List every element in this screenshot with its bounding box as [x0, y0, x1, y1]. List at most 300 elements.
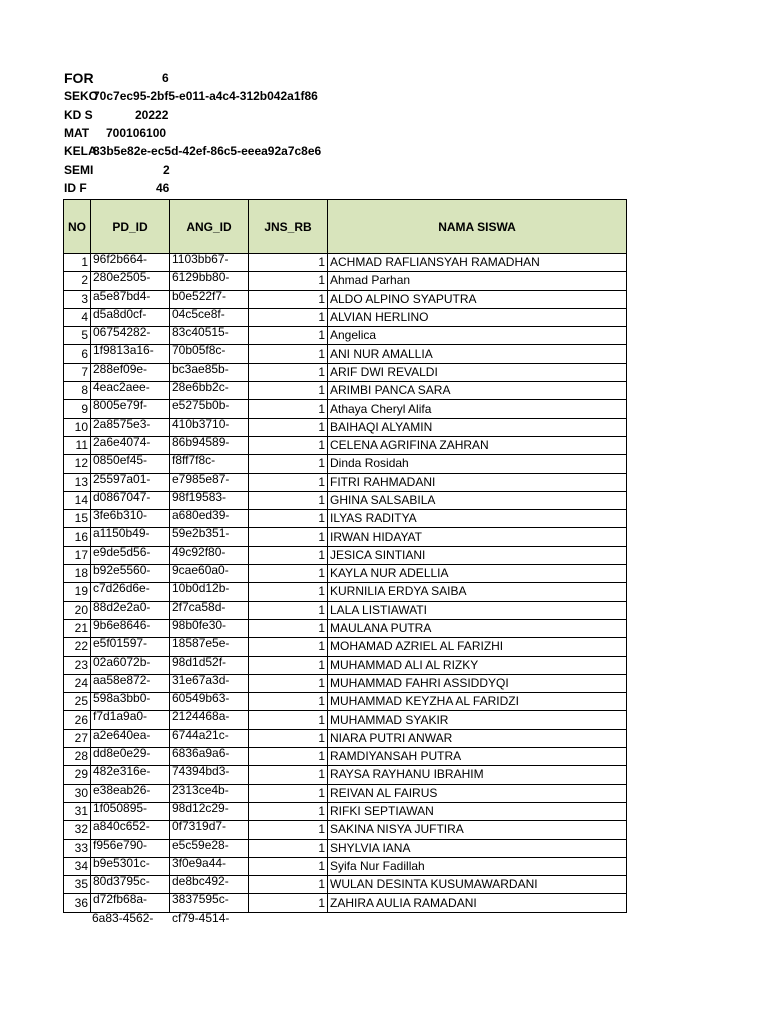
cell-ang-id-text: 04c5ce8f-	[172, 306, 225, 321]
mat-label: MAT	[64, 126, 90, 140]
cell-no: 18	[64, 565, 91, 583]
cell-ang-id-text: 28e6bb2c-	[172, 380, 229, 395]
cell-pd-id	[91, 857, 170, 875]
cell-ang-id	[170, 839, 249, 857]
cell-jns-rb: 1	[249, 345, 328, 363]
form-value: 6	[162, 71, 169, 85]
cell-nama-siswa: RAMDIYANSAH PUTRA	[328, 748, 627, 766]
cell-jns-rb: 1	[249, 729, 328, 747]
cell-jns-rb: 1	[249, 510, 328, 528]
cell-ang-id-text: 83c40515-	[172, 325, 229, 340]
cell-pd-id-text: 2a8575e3-	[93, 416, 151, 431]
cell-nama-siswa: MUHAMMAD KEYZHA AL FARIDZI	[328, 693, 627, 711]
cell-ang-id	[170, 784, 249, 802]
table-row	[64, 711, 627, 729]
cell-ang-id-text: 3837595c-	[172, 892, 229, 907]
cell-pd-id	[91, 821, 170, 839]
cell-jns-rb: 1	[249, 565, 328, 583]
cell-no: 3	[64, 290, 91, 308]
cell-pd-id	[91, 839, 170, 857]
cell-pd-id	[91, 254, 170, 272]
kd-value: 20222	[135, 108, 169, 122]
col-header-ang-id: ANG_ID	[170, 200, 249, 254]
cell-pd-id	[91, 455, 170, 473]
table-row	[64, 565, 627, 583]
cell-ang-id	[170, 254, 249, 272]
table-row	[64, 656, 627, 674]
cell-nama-siswa: SAKINA NISYA JUFTIRA	[328, 821, 627, 839]
table-row	[64, 821, 627, 839]
cell-jns-rb: 1	[249, 802, 328, 820]
cell-nama-siswa: Dinda Rosidah	[328, 455, 627, 473]
table-row	[64, 491, 627, 509]
cell-ang-id	[170, 345, 249, 363]
cell-jns-rb: 1	[249, 766, 328, 784]
cell-ang-id	[170, 546, 249, 564]
cell-ang-id-text: 3f0e9a44-	[172, 855, 227, 870]
cell-pd-id	[91, 382, 170, 400]
cell-pd-id-text: a2e640ea-	[93, 727, 151, 742]
cell-pd-id	[91, 583, 170, 601]
cell-pd-id	[91, 400, 170, 418]
cell-jns-rb: 1	[249, 619, 328, 637]
table-row	[64, 254, 627, 272]
cell-ang-id	[170, 857, 249, 875]
cell-nama-siswa: ALVIAN HERLINO	[328, 308, 627, 326]
cell-no: 35	[64, 876, 91, 894]
cell-pd-id	[91, 491, 170, 509]
cell-ang-id	[170, 528, 249, 546]
cell-jns-rb: 1	[249, 363, 328, 381]
kelas-value: 83b5e82e-ec5d-42ef-86c5-eeea92a7c8e6	[93, 144, 322, 158]
cell-no: 31	[64, 802, 91, 820]
cell-nama-siswa: BAIHAQI ALYAMIN	[328, 418, 627, 436]
cell-pd-id-text: 02a6072b-	[93, 654, 151, 669]
cell-ang-id-text: b0e522f7-	[172, 288, 227, 303]
cell-ang-id-text: 98f19583-	[172, 489, 227, 504]
cell-jns-rb: 1	[249, 876, 328, 894]
cell-pd-id-text: d5a8d0cf-	[93, 306, 147, 321]
cell-ang-id-text: 2f7ca58d-	[172, 599, 226, 614]
semester-label: SEMI	[64, 163, 94, 177]
cell-nama-siswa: ANI NUR AMALLIA	[328, 345, 627, 363]
sekolah-value: 70c7ec95-2bf5-e011-a4c4-312b042a1f86	[93, 89, 318, 103]
cell-pd-id-text: 88d2e2a0-	[93, 599, 151, 614]
cell-ang-id-text: 59e2b351-	[172, 526, 230, 541]
cell-nama-siswa: KAYLA NUR ADELLIA	[328, 565, 627, 583]
table-row	[64, 327, 627, 345]
cell-jns-rb: 1	[249, 821, 328, 839]
cell-no: 20	[64, 601, 91, 619]
cell-nama-siswa: MUHAMMAD FAHRI ASSIDDYQI	[328, 674, 627, 692]
table-row	[64, 382, 627, 400]
cell-pd-id	[91, 345, 170, 363]
cell-pd-id-text: e5f01597-	[93, 636, 148, 651]
cell-ang-id	[170, 290, 249, 308]
cell-ang-id	[170, 619, 249, 637]
cell-no: 10	[64, 418, 91, 436]
cell-no: 17	[64, 546, 91, 564]
cell-ang-id	[170, 729, 249, 747]
cell-ang-id	[170, 400, 249, 418]
cell-pd-id-text: 8005e79f-	[93, 398, 148, 413]
table-row	[64, 748, 627, 766]
cell-ang-id-text: e5c59e28-	[172, 837, 229, 852]
cell-jns-rb: 1	[249, 418, 328, 436]
student-table	[63, 199, 627, 913]
form-label: FOR	[64, 70, 94, 86]
cell-ang-id-text: 2313ce4b-	[172, 782, 229, 797]
cell-ang-id	[170, 473, 249, 491]
cell-no: 28	[64, 748, 91, 766]
cell-jns-rb: 1	[249, 308, 328, 326]
cell-nama-siswa: ARIF DWI REVALDI	[328, 363, 627, 381]
cell-nama-siswa: RAYSA RAYHANU IBRAHIM	[328, 766, 627, 784]
cell-pd-id-text: 0850ef45-	[93, 453, 148, 468]
cell-no: 19	[64, 583, 91, 601]
cell-pd-id-text: 288ef09e-	[93, 361, 148, 376]
cell-nama-siswa: JESICA SINTIANI	[328, 546, 627, 564]
cell-pd-id-text: b9e5301c-	[93, 855, 150, 870]
table-row	[64, 345, 627, 363]
cell-pd-id-text: 96f2b664-	[93, 252, 148, 266]
cell-no: 2	[64, 272, 91, 290]
cell-nama-siswa: Athaya Cheryl Alifa	[328, 400, 627, 418]
cell-jns-rb: 1	[249, 272, 328, 290]
cell-jns-rb: 1	[249, 382, 328, 400]
cell-ang-id	[170, 418, 249, 436]
table-row	[64, 601, 627, 619]
cell-pd-id-text: f7d1a9a0-	[93, 709, 148, 724]
cell-pd-id	[91, 418, 170, 436]
cell-jns-rb: 1	[249, 674, 328, 692]
col-header-no: NO	[64, 200, 91, 254]
cell-pd-id	[91, 308, 170, 326]
cell-pd-id-text: e38eab26-	[93, 782, 151, 797]
cell-jns-rb: 1	[249, 400, 328, 418]
cell-nama-siswa: Angelica	[328, 327, 627, 345]
cell-ang-id-text: 60549b63-	[172, 691, 230, 706]
table-row	[64, 802, 627, 820]
semester-value: 2	[163, 163, 170, 177]
cell-ang-id-text: 6836a9a6-	[172, 746, 230, 761]
cell-jns-rb: 1	[249, 455, 328, 473]
cell-jns-rb: 1	[249, 546, 328, 564]
table-row	[64, 418, 627, 436]
cell-ang-id	[170, 674, 249, 692]
cell-no: 11	[64, 436, 91, 454]
cell-no: 7	[64, 363, 91, 381]
cell-ang-id	[170, 876, 249, 894]
cell-nama-siswa: CELENA AGRIFINA ZAHRAN	[328, 436, 627, 454]
cell-ang-id	[170, 656, 249, 674]
cell-pd-id	[91, 565, 170, 583]
cell-pd-id	[91, 656, 170, 674]
cell-jns-rb: 1	[249, 748, 328, 766]
cell-pd-id-text: 80d3795c-	[93, 874, 150, 889]
cell-pd-id	[91, 363, 170, 381]
cell-ang-id-text: 10b0d12b-	[172, 581, 230, 596]
cell-ang-id	[170, 601, 249, 619]
col-header-nama-siswa: NAMA SISWA	[328, 200, 627, 254]
cell-no: 29	[64, 766, 91, 784]
sekolah-label: SEKO	[64, 89, 99, 103]
table-row	[64, 693, 627, 711]
cell-pd-id	[91, 546, 170, 564]
cell-nama-siswa: MUHAMMAD SYAKIR	[328, 711, 627, 729]
cell-no: 23	[64, 656, 91, 674]
cell-pd-id-text: e9de5d56-	[93, 544, 151, 559]
cell-pd-id	[91, 272, 170, 290]
cell-pd-id-text: d0867047-	[93, 489, 151, 504]
cell-no: 32	[64, 821, 91, 839]
tail-ang-fragment: cf79-4514-	[172, 911, 230, 925]
cell-ang-id-text: 98d1d52f-	[172, 654, 227, 669]
cell-jns-rb: 1	[249, 473, 328, 491]
id-label: ID F	[64, 181, 87, 195]
table-row	[64, 894, 627, 912]
cell-ang-id-text: 0f7319d7-	[172, 819, 227, 834]
cell-pd-id-text: 598a3bb0-	[93, 691, 151, 706]
cell-ang-id-text: 86b94589-	[172, 434, 230, 449]
cell-jns-rb: 1	[249, 601, 328, 619]
cell-pd-id-text: 280e2505-	[93, 270, 151, 285]
cell-ang-id	[170, 436, 249, 454]
cell-pd-id	[91, 436, 170, 454]
table-header-row	[64, 200, 627, 254]
cell-no: 33	[64, 839, 91, 857]
cell-ang-id	[170, 748, 249, 766]
table-row	[64, 272, 627, 290]
cell-jns-rb: 1	[249, 784, 328, 802]
cell-jns-rb: 1	[249, 491, 328, 509]
cell-no: 5	[64, 327, 91, 345]
cell-pd-id	[91, 473, 170, 491]
cell-no: 26	[64, 711, 91, 729]
cell-jns-rb: 1	[249, 327, 328, 345]
table-row	[64, 876, 627, 894]
cell-jns-rb: 1	[249, 254, 328, 272]
cell-nama-siswa: ARIMBI PANCA SARA	[328, 382, 627, 400]
cell-ang-id	[170, 510, 249, 528]
cell-ang-id-text: 9cae60a0-	[172, 563, 229, 578]
cell-no: 14	[64, 491, 91, 509]
cell-nama-siswa: MAULANA PUTRA	[328, 619, 627, 637]
cell-ang-id-text: 6129bb80-	[172, 270, 230, 285]
cell-pd-id-text: 25597a01-	[93, 471, 151, 486]
cell-nama-siswa: MUHAMMAD ALI AL RIZKY	[328, 656, 627, 674]
cell-nama-siswa: ACHMAD RAFLIANSYAH RAMADHAN	[328, 254, 627, 272]
cell-nama-siswa: ALDO ALPINO SYAPUTRA	[328, 290, 627, 308]
table-row	[64, 290, 627, 308]
cell-pd-id	[91, 766, 170, 784]
cell-pd-id-text: 06754282-	[93, 325, 151, 340]
cell-jns-rb: 1	[249, 857, 328, 875]
cell-jns-rb: 1	[249, 528, 328, 546]
cell-no: 27	[64, 729, 91, 747]
cell-ang-id-text: e7985e87-	[172, 471, 230, 486]
cell-pd-id-text: dd8e0e29-	[93, 746, 151, 761]
cell-ang-id-text: 31e67a3d-	[172, 672, 230, 687]
table-row	[64, 619, 627, 637]
cell-nama-siswa: LALA LISTIAWATI	[328, 601, 627, 619]
cell-ang-id	[170, 491, 249, 509]
cell-ang-id	[170, 382, 249, 400]
cell-nama-siswa: MOHAMAD AZRIEL AL FARIZHI	[328, 638, 627, 656]
cell-pd-id-text: c7d26d6e-	[93, 581, 150, 596]
cell-pd-id	[91, 290, 170, 308]
cell-jns-rb: 1	[249, 583, 328, 601]
cell-pd-id-text: 482e316e-	[93, 764, 151, 779]
table-row	[64, 729, 627, 747]
cell-pd-id-text: 4eac2aee-	[93, 380, 150, 395]
table-row	[64, 510, 627, 528]
cell-jns-rb: 1	[249, 711, 328, 729]
cell-no: 34	[64, 857, 91, 875]
cell-jns-rb: 1	[249, 436, 328, 454]
cell-ang-id-text: bc3ae85b-	[172, 361, 229, 376]
cell-no: 22	[64, 638, 91, 656]
cell-ang-id-text: 49c92f80-	[172, 544, 226, 559]
table-row	[64, 363, 627, 381]
cell-pd-id-text: a840c652-	[93, 819, 150, 834]
cell-pd-id-text: 9b6e8646-	[93, 617, 151, 632]
table-row	[64, 766, 627, 784]
cell-pd-id-text: a5e87bd4-	[93, 288, 151, 303]
cell-ang-id-text: 6744a21c-	[172, 727, 229, 742]
cell-ang-id	[170, 711, 249, 729]
table-row	[64, 784, 627, 802]
cell-nama-siswa: IRWAN HIDAYAT	[328, 528, 627, 546]
cell-ang-id	[170, 327, 249, 345]
cell-pd-id-text: 1f050895-	[93, 800, 148, 815]
cell-pd-id	[91, 327, 170, 345]
cell-pd-id	[91, 693, 170, 711]
cell-ang-id	[170, 583, 249, 601]
cell-jns-rb: 1	[249, 638, 328, 656]
cell-pd-id	[91, 528, 170, 546]
cell-nama-siswa: KURNILIA ERDYA SAIBA	[328, 583, 627, 601]
cell-pd-id	[91, 784, 170, 802]
cell-no: 8	[64, 382, 91, 400]
cell-pd-id-text: a1150b49-	[93, 526, 150, 541]
table-row	[64, 473, 627, 491]
cell-nama-siswa: ILYAS RADITYA	[328, 510, 627, 528]
cell-pd-id-text: f956e790-	[93, 837, 148, 852]
cell-jns-rb: 1	[249, 894, 328, 912]
cell-ang-id	[170, 693, 249, 711]
cell-pd-id-text: d72fb68a-	[93, 892, 148, 907]
cell-no: 25	[64, 693, 91, 711]
cell-nama-siswa: REIVAN AL FAIRUS	[328, 784, 627, 802]
cell-ang-id	[170, 455, 249, 473]
cell-ang-id	[170, 894, 249, 912]
cell-pd-id-text: b92e5560-	[93, 563, 151, 578]
table-row	[64, 857, 627, 875]
cell-no: 12	[64, 455, 91, 473]
cell-pd-id	[91, 748, 170, 766]
cell-pd-id	[91, 894, 170, 912]
cell-nama-siswa: WULAN DESINTA KUSUMAWARDANI	[328, 876, 627, 894]
cell-ang-id	[170, 638, 249, 656]
col-header-jns-rb: JNS_RB	[249, 200, 328, 254]
cell-ang-id-text: f8ff7f8c-	[172, 453, 216, 468]
table-row	[64, 638, 627, 656]
tail-pd-fragment: 6a83-4562-	[92, 911, 154, 925]
cell-nama-siswa: FITRI RAHMADANI	[328, 473, 627, 491]
table-row	[64, 674, 627, 692]
cell-ang-id	[170, 308, 249, 326]
id-value: 46	[156, 181, 170, 195]
col-header-pd-id: PD_ID	[91, 200, 170, 254]
cell-pd-id-text: 2a6e4074-	[93, 434, 151, 449]
cell-no: 4	[64, 308, 91, 326]
cell-pd-id	[91, 876, 170, 894]
cell-jns-rb: 1	[249, 656, 328, 674]
table-row	[64, 455, 627, 473]
cell-pd-id-text: 3fe6b310-	[93, 508, 148, 523]
cell-pd-id	[91, 674, 170, 692]
cell-ang-id-text: 2124468a-	[172, 709, 230, 724]
cell-no: 16	[64, 528, 91, 546]
cell-ang-id-text: 18587e5e-	[172, 636, 230, 651]
cell-nama-siswa: GHINA SALSABILA	[328, 491, 627, 509]
cell-ang-id-text: 1103bb67-	[172, 252, 229, 266]
cell-no: 13	[64, 473, 91, 491]
cell-no: 30	[64, 784, 91, 802]
cell-nama-siswa: NIARA PUTRI ANWAR	[328, 729, 627, 747]
cell-no: 21	[64, 619, 91, 637]
cell-pd-id	[91, 638, 170, 656]
cell-ang-id	[170, 272, 249, 290]
table-row	[64, 400, 627, 418]
cell-pd-id	[91, 711, 170, 729]
cell-jns-rb: 1	[249, 693, 328, 711]
kelas-label: KELA	[64, 144, 97, 158]
table-row	[64, 528, 627, 546]
cell-ang-id-text: 70b05f8c-	[172, 343, 226, 358]
cell-pd-id	[91, 510, 170, 528]
cell-pd-id	[91, 802, 170, 820]
cell-ang-id-text: 410b3710-	[172, 416, 230, 431]
cell-ang-id	[170, 766, 249, 784]
cell-ang-id-text: 98b0fe30-	[172, 617, 227, 632]
table-row	[64, 308, 627, 326]
cell-nama-siswa: RIFKI SEPTIAWAN	[328, 802, 627, 820]
cell-no: 9	[64, 400, 91, 418]
cell-ang-id-text: e5275b0b-	[172, 398, 230, 413]
mat-value: 700106100	[106, 126, 167, 140]
cell-ang-id	[170, 802, 249, 820]
table-row	[64, 583, 627, 601]
cell-nama-siswa: SHYLVIA IANA	[328, 839, 627, 857]
cell-no: 15	[64, 510, 91, 528]
cell-pd-id-text: aa58e872-	[93, 672, 151, 687]
cell-nama-siswa: ZAHIRA AULIA RAMADANI	[328, 894, 627, 912]
cell-pd-id	[91, 619, 170, 637]
cell-pd-id	[91, 729, 170, 747]
table-row	[64, 839, 627, 857]
cell-ang-id-text: 74394bd3-	[172, 764, 230, 779]
cell-no: 6	[64, 345, 91, 363]
cell-ang-id	[170, 821, 249, 839]
cell-no: 1	[64, 254, 91, 272]
cell-jns-rb: 1	[249, 839, 328, 857]
cell-ang-id-text: 98d12c29-	[172, 800, 229, 815]
cell-jns-rb: 1	[249, 290, 328, 308]
cell-ang-id	[170, 363, 249, 381]
cell-pd-id	[91, 601, 170, 619]
